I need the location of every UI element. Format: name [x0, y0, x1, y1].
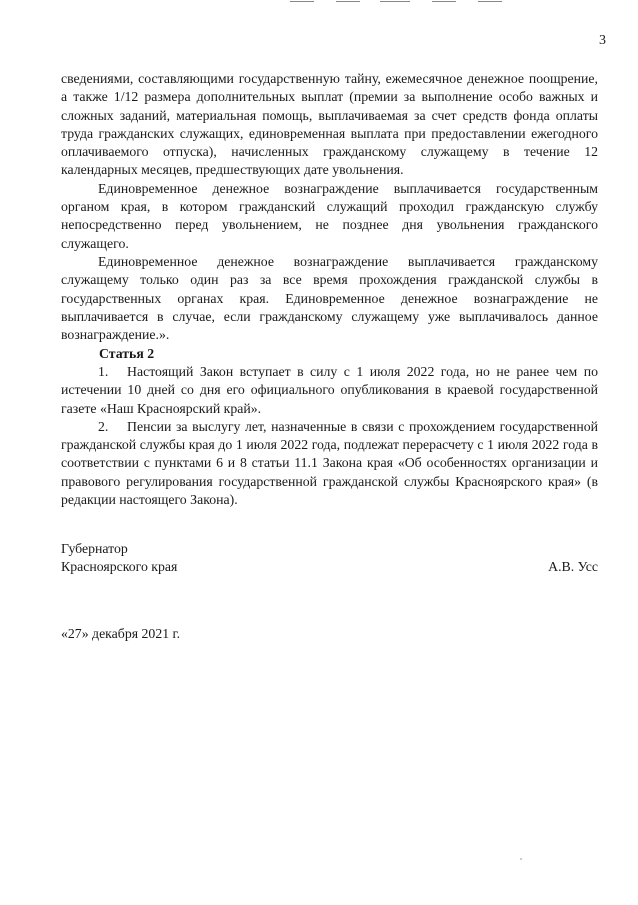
- item-text: Настоящий Закон вступает в силу с 1 июля 2022 года, но не ранее чем по истечении 10 дней со дня его официального опубликования в краевой государственной газете «Наш Красноярский край».: [61, 364, 598, 416]
- signatory-position: Губернатор: [61, 541, 128, 556]
- item-number: 1.: [98, 364, 109, 379]
- scan-artifact: [380, 1, 410, 2]
- scan-artifact: [336, 1, 360, 2]
- signature-block: [61, 540, 598, 577]
- paragraph: сведениями, составляющими государственную тайну, ежемесячное денежное поощрение, а также 1/12 размера дополнительных выплат (премии за выполнение особо важных и сложных заданий, материальная помощь, выплачиваемая за счет средств фонда оплаты труда гражданских служащих, единовременная выплата при предоставлении ежегодного оплачиваемого отпуска), начисленных гражданскому служащему в течение 12 календарных месяцев, предшествующих дате увольнения.: [61, 71, 598, 178]
- document-date: «27» декабря 2021 г.: [61, 626, 181, 641]
- article-items: [61, 363, 598, 509]
- signatory-region: Красноярского края: [61, 559, 178, 575]
- article-title: Статья 2: [99, 346, 155, 361]
- body-text: [61, 70, 598, 344]
- scan-artifact: [432, 1, 456, 2]
- signatory-name: А.В. Усс: [548, 559, 598, 575]
- article-item: [61, 418, 598, 509]
- paragraph: Единовременное денежное вознаграждение выплачивается гражданскому служащему только один раз за все время прохождения гражданской службы в государственных органах края. Единовременное денежное вознаграждение не выплачивается в случае, если гражданскому служащему уже выплачивалось данное вознаграждение.».: [61, 253, 598, 343]
- item-text: Пенсии за выслугу лет, назначенные в связи с прохождением государственной гражданской службы края до 1 июля 2022 года, подлежат перерасчету с 1 июля 2022 года в соответствии с пунктами 6 и 8 статьи 11.1 Закона края «Об особенностях организации и правового регулирования государственной гражданской службы Красноярского края» (в редакции настоящего Закона).: [61, 418, 598, 508]
- page-number: 3: [599, 33, 606, 48]
- scan-artifact: [478, 1, 502, 2]
- paragraph: Единовременное денежное вознаграждение выплачивается государственным органом края, в котором гражданский служащий проходил гражданскую службу непосредственно перед увольнением, не позднее дня увольнения гражданского служащего.: [61, 180, 598, 251]
- item-number: 2.: [98, 418, 109, 434]
- article-item: [61, 363, 598, 418]
- scan-speck: [520, 858, 522, 860]
- scan-artifact: [290, 1, 314, 2]
